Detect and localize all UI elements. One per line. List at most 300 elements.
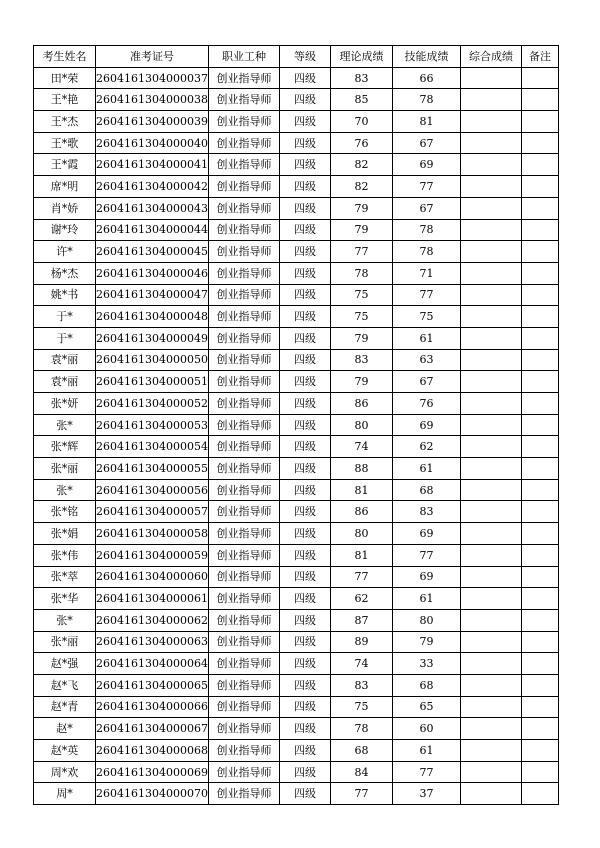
cell-total-score (460, 241, 521, 263)
cell-name: 王*霞 (34, 154, 96, 176)
cell-note (521, 740, 558, 762)
cell-name: 袁*丽 (34, 371, 96, 393)
cell-exam-id: 2604161304000065 (96, 674, 209, 696)
cell-level: 四级 (279, 262, 330, 284)
cell-level: 四级 (279, 761, 330, 783)
cell-total-score (460, 501, 521, 523)
cell-occupation: 创业指导师 (208, 176, 279, 198)
cell-total-score (460, 674, 521, 696)
cell-theory-score: 84 (330, 761, 392, 783)
cell-total-score (460, 176, 521, 198)
cell-note (521, 436, 558, 458)
col-header-level: 等级 (279, 46, 330, 68)
cell-total-score (460, 67, 521, 89)
cell-skill-score: 77 (392, 176, 460, 198)
cell-name: 于* (34, 327, 96, 349)
cell-name: 张*铭 (34, 501, 96, 523)
table-row (34, 89, 559, 111)
cell-name: 张*萃 (34, 566, 96, 588)
cell-skill-score: 81 (392, 111, 460, 133)
cell-theory-score: 70 (330, 111, 392, 133)
table-row (34, 761, 559, 783)
cell-skill-score: 66 (392, 67, 460, 89)
cell-note (521, 718, 558, 740)
cell-name: 赵*英 (34, 740, 96, 762)
cell-occupation: 创业指导师 (208, 674, 279, 696)
cell-occupation: 创业指导师 (208, 414, 279, 436)
cell-theory-score: 87 (330, 609, 392, 631)
cell-skill-score: 69 (392, 523, 460, 545)
cell-occupation: 创业指导师 (208, 609, 279, 631)
cell-note (521, 349, 558, 371)
table-row (34, 588, 559, 610)
cell-theory-score: 74 (330, 436, 392, 458)
cell-exam-id: 2604161304000067 (96, 718, 209, 740)
cell-level: 四级 (279, 566, 330, 588)
table-row (34, 783, 559, 805)
cell-level: 四级 (279, 718, 330, 740)
cell-level: 四级 (279, 371, 330, 393)
cell-note (521, 501, 558, 523)
cell-note (521, 653, 558, 675)
table-row (34, 696, 559, 718)
cell-name: 周* (34, 783, 96, 805)
cell-level: 四级 (279, 458, 330, 480)
cell-exam-id: 2604161304000041 (96, 154, 209, 176)
cell-level: 四级 (279, 89, 330, 111)
cell-theory-score: 85 (330, 89, 392, 111)
cell-note (521, 219, 558, 241)
cell-exam-id: 2604161304000050 (96, 349, 209, 371)
cell-note (521, 393, 558, 415)
cell-note (521, 544, 558, 566)
cell-level: 四级 (279, 327, 330, 349)
col-header-exam-id: 准考证号 (96, 46, 209, 68)
cell-note (521, 479, 558, 501)
table-row (34, 631, 559, 653)
cell-occupation: 创业指导师 (208, 479, 279, 501)
cell-occupation: 创业指导师 (208, 653, 279, 675)
cell-name: 张*华 (34, 588, 96, 610)
cell-exam-id: 2604161304000061 (96, 588, 209, 610)
cell-theory-score: 79 (330, 371, 392, 393)
cell-total-score (460, 197, 521, 219)
table-row (34, 176, 559, 198)
cell-name: 王*艳 (34, 89, 96, 111)
cell-total-score (460, 566, 521, 588)
cell-occupation: 创业指导师 (208, 111, 279, 133)
cell-occupation: 创业指导师 (208, 761, 279, 783)
cell-name: 周*欢 (34, 761, 96, 783)
col-header-note: 备注 (521, 46, 558, 68)
cell-skill-score: 67 (392, 132, 460, 154)
table-row (34, 458, 559, 480)
col-header-total-score: 综合成绩 (460, 46, 521, 68)
cell-skill-score: 69 (392, 414, 460, 436)
cell-occupation: 创业指导师 (208, 197, 279, 219)
cell-occupation: 创业指导师 (208, 284, 279, 306)
cell-skill-score: 37 (392, 783, 460, 805)
cell-theory-score: 75 (330, 284, 392, 306)
cell-skill-score: 61 (392, 327, 460, 349)
cell-occupation: 创业指导师 (208, 219, 279, 241)
cell-exam-id: 2604161304000057 (96, 501, 209, 523)
header-row (34, 46, 559, 68)
cell-level: 四级 (279, 588, 330, 610)
cell-name: 袁*丽 (34, 349, 96, 371)
cell-exam-id: 2604161304000052 (96, 393, 209, 415)
cell-total-score (460, 393, 521, 415)
cell-level: 四级 (279, 414, 330, 436)
cell-skill-score: 71 (392, 262, 460, 284)
cell-occupation: 创业指导师 (208, 154, 279, 176)
table-row (34, 306, 559, 328)
cell-occupation: 创业指导师 (208, 566, 279, 588)
cell-total-score (460, 740, 521, 762)
cell-level: 四级 (279, 544, 330, 566)
cell-theory-score: 81 (330, 479, 392, 501)
cell-exam-id: 2604161304000046 (96, 262, 209, 284)
cell-level: 四级 (279, 501, 330, 523)
cell-occupation: 创业指导师 (208, 523, 279, 545)
cell-name: 赵*青 (34, 696, 96, 718)
cell-name: 田*荣 (34, 67, 96, 89)
cell-skill-score: 78 (392, 219, 460, 241)
cell-note (521, 371, 558, 393)
table-row (34, 609, 559, 631)
cell-level: 四级 (279, 436, 330, 458)
cell-theory-score: 86 (330, 501, 392, 523)
cell-occupation: 创业指导师 (208, 588, 279, 610)
cell-skill-score: 68 (392, 479, 460, 501)
cell-name: 张*丽 (34, 458, 96, 480)
cell-name: 张* (34, 414, 96, 436)
cell-name: 张* (34, 479, 96, 501)
cell-exam-id: 2604161304000058 (96, 523, 209, 545)
col-header-occupation: 职业工种 (208, 46, 279, 68)
cell-total-score (460, 696, 521, 718)
cell-level: 四级 (279, 67, 330, 89)
cell-note (521, 111, 558, 133)
col-header-theory-score: 理论成绩 (330, 46, 392, 68)
cell-name: 张*辉 (34, 436, 96, 458)
cell-occupation: 创业指导师 (208, 631, 279, 653)
cell-exam-id: 2604161304000045 (96, 241, 209, 263)
cell-total-score (460, 544, 521, 566)
cell-note (521, 89, 558, 111)
cell-note (521, 262, 558, 284)
cell-level: 四级 (279, 740, 330, 762)
cell-occupation: 创业指导师 (208, 544, 279, 566)
cell-total-score (460, 436, 521, 458)
cell-total-score (460, 523, 521, 545)
cell-occupation: 创业指导师 (208, 262, 279, 284)
cell-occupation: 创业指导师 (208, 393, 279, 415)
table-row (34, 111, 559, 133)
cell-occupation: 创业指导师 (208, 67, 279, 89)
cell-theory-score: 62 (330, 588, 392, 610)
cell-skill-score: 69 (392, 566, 460, 588)
cell-total-score (460, 306, 521, 328)
cell-note (521, 414, 558, 436)
table-row (34, 219, 559, 241)
cell-theory-score: 83 (330, 349, 392, 371)
table-row (34, 436, 559, 458)
cell-occupation: 创业指导师 (208, 241, 279, 263)
cell-total-score (460, 653, 521, 675)
cell-theory-score: 78 (330, 718, 392, 740)
cell-theory-score: 75 (330, 696, 392, 718)
cell-exam-id: 2604161304000056 (96, 479, 209, 501)
cell-name: 赵*飞 (34, 674, 96, 696)
cell-level: 四级 (279, 132, 330, 154)
cell-exam-id: 2604161304000069 (96, 761, 209, 783)
cell-total-score (460, 284, 521, 306)
cell-exam-id: 2604161304000049 (96, 327, 209, 349)
table-row (34, 501, 559, 523)
table-row (34, 718, 559, 740)
cell-note (521, 458, 558, 480)
cell-exam-id: 2604161304000043 (96, 197, 209, 219)
table-row (34, 566, 559, 588)
cell-note (521, 284, 558, 306)
cell-level: 四级 (279, 479, 330, 501)
cell-note (521, 197, 558, 219)
table-row (34, 393, 559, 415)
table-row (34, 674, 559, 696)
cell-note (521, 783, 558, 805)
cell-occupation: 创业指导师 (208, 740, 279, 762)
score-table (33, 45, 559, 805)
cell-note (521, 588, 558, 610)
cell-level: 四级 (279, 219, 330, 241)
cell-name: 赵* (34, 718, 96, 740)
cell-level: 四级 (279, 111, 330, 133)
cell-theory-score: 81 (330, 544, 392, 566)
cell-occupation: 创业指导师 (208, 696, 279, 718)
cell-theory-score: 83 (330, 67, 392, 89)
cell-name: 张*娟 (34, 523, 96, 545)
table-row (34, 544, 559, 566)
col-header-name: 考生姓名 (34, 46, 96, 68)
cell-occupation: 创业指导师 (208, 436, 279, 458)
cell-theory-score: 82 (330, 154, 392, 176)
cell-theory-score: 79 (330, 327, 392, 349)
cell-exam-id: 2604161304000044 (96, 219, 209, 241)
cell-level: 四级 (279, 609, 330, 631)
cell-skill-score: 77 (392, 544, 460, 566)
cell-name: 张*伟 (34, 544, 96, 566)
table-row (34, 740, 559, 762)
cell-occupation: 创业指导师 (208, 458, 279, 480)
cell-theory-score: 74 (330, 653, 392, 675)
cell-skill-score: 67 (392, 197, 460, 219)
cell-skill-score: 61 (392, 458, 460, 480)
cell-note (521, 154, 558, 176)
cell-occupation: 创业指导师 (208, 306, 279, 328)
cell-name: 谢*玲 (34, 219, 96, 241)
cell-name: 张*妍 (34, 393, 96, 415)
cell-exam-id: 2604161304000053 (96, 414, 209, 436)
cell-total-score (460, 458, 521, 480)
cell-theory-score: 82 (330, 176, 392, 198)
cell-skill-score: 75 (392, 306, 460, 328)
cell-total-score (460, 219, 521, 241)
cell-theory-score: 79 (330, 197, 392, 219)
table-row (34, 241, 559, 263)
cell-skill-score: 33 (392, 653, 460, 675)
cell-total-score (460, 588, 521, 610)
cell-theory-score: 86 (330, 393, 392, 415)
cell-note (521, 631, 558, 653)
cell-exam-id: 2604161304000040 (96, 132, 209, 154)
cell-total-score (460, 89, 521, 111)
cell-name: 席*明 (34, 176, 96, 198)
cell-skill-score: 69 (392, 154, 460, 176)
table-row (34, 262, 559, 284)
cell-theory-score: 78 (330, 262, 392, 284)
cell-name: 王*歌 (34, 132, 96, 154)
cell-total-score (460, 631, 521, 653)
cell-name: 肖*娇 (34, 197, 96, 219)
cell-note (521, 241, 558, 263)
cell-total-score (460, 132, 521, 154)
cell-theory-score: 79 (330, 219, 392, 241)
cell-level: 四级 (279, 176, 330, 198)
col-header-skill-score: 技能成绩 (392, 46, 460, 68)
cell-theory-score: 88 (330, 458, 392, 480)
cell-skill-score: 77 (392, 284, 460, 306)
cell-total-score (460, 414, 521, 436)
cell-note (521, 696, 558, 718)
cell-total-score (460, 718, 521, 740)
table-row (34, 154, 559, 176)
cell-note (521, 761, 558, 783)
table-row (34, 479, 559, 501)
cell-level: 四级 (279, 349, 330, 371)
cell-skill-score: 62 (392, 436, 460, 458)
cell-name: 许* (34, 241, 96, 263)
cell-exam-id: 2604161304000051 (96, 371, 209, 393)
cell-level: 四级 (279, 241, 330, 263)
cell-exam-id: 2604161304000060 (96, 566, 209, 588)
cell-total-score (460, 327, 521, 349)
cell-skill-score: 78 (392, 89, 460, 111)
cell-level: 四级 (279, 783, 330, 805)
cell-skill-score: 61 (392, 740, 460, 762)
cell-theory-score: 89 (330, 631, 392, 653)
cell-level: 四级 (279, 696, 330, 718)
cell-skill-score: 60 (392, 718, 460, 740)
cell-total-score (460, 262, 521, 284)
cell-note (521, 609, 558, 631)
cell-level: 四级 (279, 653, 330, 675)
cell-note (521, 674, 558, 696)
cell-exam-id: 2604161304000048 (96, 306, 209, 328)
table-row (34, 327, 559, 349)
cell-total-score (460, 154, 521, 176)
cell-level: 四级 (279, 393, 330, 415)
cell-note (521, 132, 558, 154)
cell-exam-id: 2604161304000047 (96, 284, 209, 306)
cell-occupation: 创业指导师 (208, 783, 279, 805)
cell-theory-score: 77 (330, 241, 392, 263)
table-row (34, 371, 559, 393)
cell-occupation: 创业指导师 (208, 349, 279, 371)
table-row (34, 284, 559, 306)
cell-level: 四级 (279, 197, 330, 219)
cell-skill-score: 78 (392, 241, 460, 263)
cell-occupation: 创业指导师 (208, 718, 279, 740)
cell-exam-id: 2604161304000063 (96, 631, 209, 653)
cell-occupation: 创业指导师 (208, 371, 279, 393)
cell-level: 四级 (279, 523, 330, 545)
cell-exam-id: 2604161304000054 (96, 436, 209, 458)
table-row (34, 653, 559, 675)
cell-name: 王*杰 (34, 111, 96, 133)
cell-exam-id: 2604161304000039 (96, 111, 209, 133)
table-body (34, 67, 559, 804)
cell-theory-score: 68 (330, 740, 392, 762)
cell-total-score (460, 111, 521, 133)
cell-exam-id: 2604161304000055 (96, 458, 209, 480)
cell-note (521, 523, 558, 545)
cell-exam-id: 2604161304000042 (96, 176, 209, 198)
cell-occupation: 创业指导师 (208, 327, 279, 349)
table-row (34, 523, 559, 545)
cell-theory-score: 76 (330, 132, 392, 154)
cell-exam-id: 2604161304000068 (96, 740, 209, 762)
cell-skill-score: 63 (392, 349, 460, 371)
cell-name: 张* (34, 609, 96, 631)
cell-skill-score: 76 (392, 393, 460, 415)
cell-skill-score: 80 (392, 609, 460, 631)
cell-name: 姚*书 (34, 284, 96, 306)
table-row (34, 132, 559, 154)
cell-occupation: 创业指导师 (208, 89, 279, 111)
cell-level: 四级 (279, 154, 330, 176)
cell-exam-id: 2604161304000037 (96, 67, 209, 89)
cell-total-score (460, 479, 521, 501)
cell-theory-score: 77 (330, 566, 392, 588)
cell-occupation: 创业指导师 (208, 132, 279, 154)
table-row (34, 197, 559, 219)
cell-level: 四级 (279, 674, 330, 696)
cell-note (521, 176, 558, 198)
cell-exam-id: 2604161304000062 (96, 609, 209, 631)
table-row (34, 414, 559, 436)
cell-exam-id: 2604161304000059 (96, 544, 209, 566)
cell-skill-score: 67 (392, 371, 460, 393)
cell-note (521, 67, 558, 89)
cell-skill-score: 77 (392, 761, 460, 783)
cell-name: 赵*强 (34, 653, 96, 675)
table-row (34, 67, 559, 89)
cell-exam-id: 2604161304000066 (96, 696, 209, 718)
cell-name: 于* (34, 306, 96, 328)
cell-total-score (460, 609, 521, 631)
cell-level: 四级 (279, 306, 330, 328)
cell-theory-score: 83 (330, 674, 392, 696)
cell-level: 四级 (279, 284, 330, 306)
cell-exam-id: 2604161304000070 (96, 783, 209, 805)
cell-exam-id: 2604161304000064 (96, 653, 209, 675)
cell-level: 四级 (279, 631, 330, 653)
cell-note (521, 566, 558, 588)
cell-theory-score: 77 (330, 783, 392, 805)
cell-skill-score: 61 (392, 588, 460, 610)
cell-skill-score: 65 (392, 696, 460, 718)
